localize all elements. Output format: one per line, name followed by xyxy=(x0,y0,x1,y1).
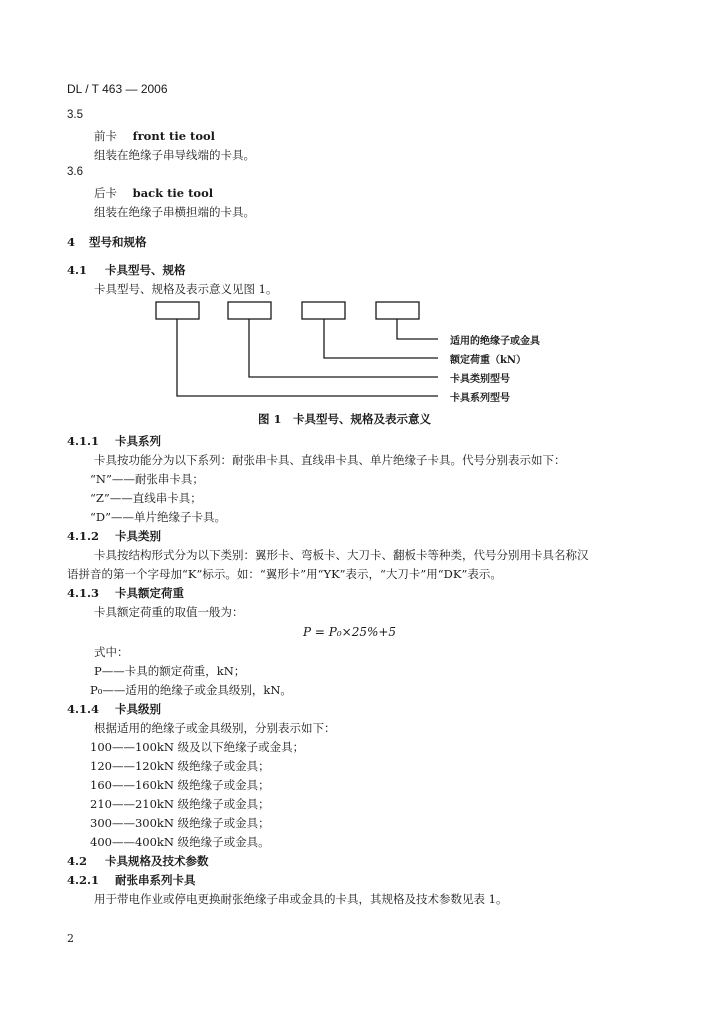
figure-label-load: 额定荷重（kN） xyxy=(450,355,527,366)
section-3-5-term xyxy=(94,128,215,144)
grade-item: 160——160kN 级绝缘子或金具； xyxy=(90,778,270,792)
section-number: 4.1.2 xyxy=(67,529,100,543)
figure-label-grade: 适用的绝缘子或金具 xyxy=(450,336,540,347)
section-4-1-heading xyxy=(67,262,186,278)
section-title: 耐张串系列卡具 xyxy=(115,873,196,887)
series-code-item: “D”——单片绝缘子卡具。 xyxy=(90,510,226,524)
section-title: 卡具系列 xyxy=(115,434,162,448)
grade-item: 210——210kN 级绝缘子或金具； xyxy=(90,797,270,811)
grade-item: 300——300kN 级绝缘子或金具； xyxy=(90,816,270,830)
section-4-1-2-body-line1: 卡具按结构形式分为以下类别：翼形卡、弯板卡、大刀卡、翻板卡等种类，代号分别用卡具名称汉 xyxy=(94,548,589,562)
grade-item: 400——400kN 级绝缘子或金具。 xyxy=(90,835,270,849)
section-title: 卡具规格及技术参数 xyxy=(105,854,209,868)
formula-variable-p: P——卡具的额定荷重，kN； xyxy=(94,664,246,678)
figure-label-series: 卡具系列型号 xyxy=(450,393,510,404)
section-title: 卡具额定荷重 xyxy=(115,586,185,600)
section-3-5-number: 3.5 xyxy=(67,109,83,121)
section-4-1-body: 卡具型号、规格及表示意义见图 1。 xyxy=(94,282,278,296)
figure-caption: 图 1 卡具型号、规格及表示意义 xyxy=(258,412,432,426)
section-4-1-4-heading xyxy=(67,701,161,717)
section-4-1-3-heading xyxy=(67,585,184,601)
section-number: 4.1.3 xyxy=(67,586,100,600)
figure-label-category: 卡具类别型号 xyxy=(450,374,510,385)
page-number: 2 xyxy=(67,932,74,945)
formula-where: 式中： xyxy=(94,645,129,659)
section-title: 卡具类别 xyxy=(115,529,162,543)
model-code-diagram xyxy=(150,300,610,410)
leader-category xyxy=(249,319,438,377)
code-box-category xyxy=(228,302,271,319)
section-4-1-1-body: 卡具按功能分为以下系列：耐张串卡具、直线串卡具、单片绝缘子卡具。代号分别表示如下： xyxy=(94,453,566,467)
grade-item: 120——120kN 级绝缘子或金具； xyxy=(90,759,270,773)
section-4-2-1-heading xyxy=(67,872,196,888)
section-number: 4.2.1 xyxy=(67,873,100,887)
section-4-heading xyxy=(67,234,147,250)
section-title: 卡具型号、规格 xyxy=(105,263,186,277)
section-number: 4.2 xyxy=(67,854,88,868)
section-3-6-term xyxy=(94,185,213,201)
leader-grade xyxy=(397,319,438,339)
code-box-series xyxy=(156,302,199,319)
section-4-2-1-body: 用于带电作业或停电更换耐张绝缘子串或金具的卡具，其规格及技术参数见表 1。 xyxy=(94,892,508,906)
section-number: 4.1 xyxy=(67,263,88,277)
document-header: DL / T 463 — 2006 xyxy=(67,82,168,96)
section-3-5-definition: 组装在绝缘子串导线端的卡具。 xyxy=(94,148,255,162)
section-3-6-definition: 组装在绝缘子串横担端的卡具。 xyxy=(94,205,255,219)
section-3-6-number: 3.6 xyxy=(67,166,83,178)
code-box-grade xyxy=(376,302,419,319)
section-number: 4 xyxy=(67,235,76,249)
term-zh: 后卡 xyxy=(94,186,117,200)
section-4-1-4-body: 根据适用的绝缘子或金具级别，分别表示如下： xyxy=(94,721,336,735)
formula-variable-p0: P₀——适用的绝缘子或金具级别，kN。 xyxy=(90,683,292,697)
section-4-1-2-body-line2: 语拼音的第一个字母加“K”标示。如：“翼形卡”用“YK”表示，“大刀卡”用“DK”表示。 xyxy=(67,567,502,581)
grade-item: 100——100kN 级及以下绝缘子或金具； xyxy=(90,740,305,754)
section-number: 4.1.1 xyxy=(67,434,100,448)
term-en: back tie tool xyxy=(132,186,214,200)
section-number: 4.1.4 xyxy=(67,702,100,716)
series-code-item: “N”——耐张串卡具； xyxy=(90,472,204,486)
term-en: front tie tool xyxy=(132,129,216,143)
term-zh: 前卡 xyxy=(94,129,117,143)
rated-load-formula: P = P₀×25%+5 xyxy=(303,625,397,639)
section-4-1-2-heading xyxy=(67,528,161,544)
series-code-item: “Z”——直线串卡具； xyxy=(90,491,202,505)
section-4-1-3-body: 卡具额定荷重的取值一般为： xyxy=(94,605,244,619)
section-4-2-heading xyxy=(67,853,209,869)
section-title: 卡具级别 xyxy=(115,702,162,716)
section-4-1-1-heading xyxy=(67,433,161,449)
section-title: 型号和规格 xyxy=(89,235,147,249)
code-box-load xyxy=(302,302,345,319)
